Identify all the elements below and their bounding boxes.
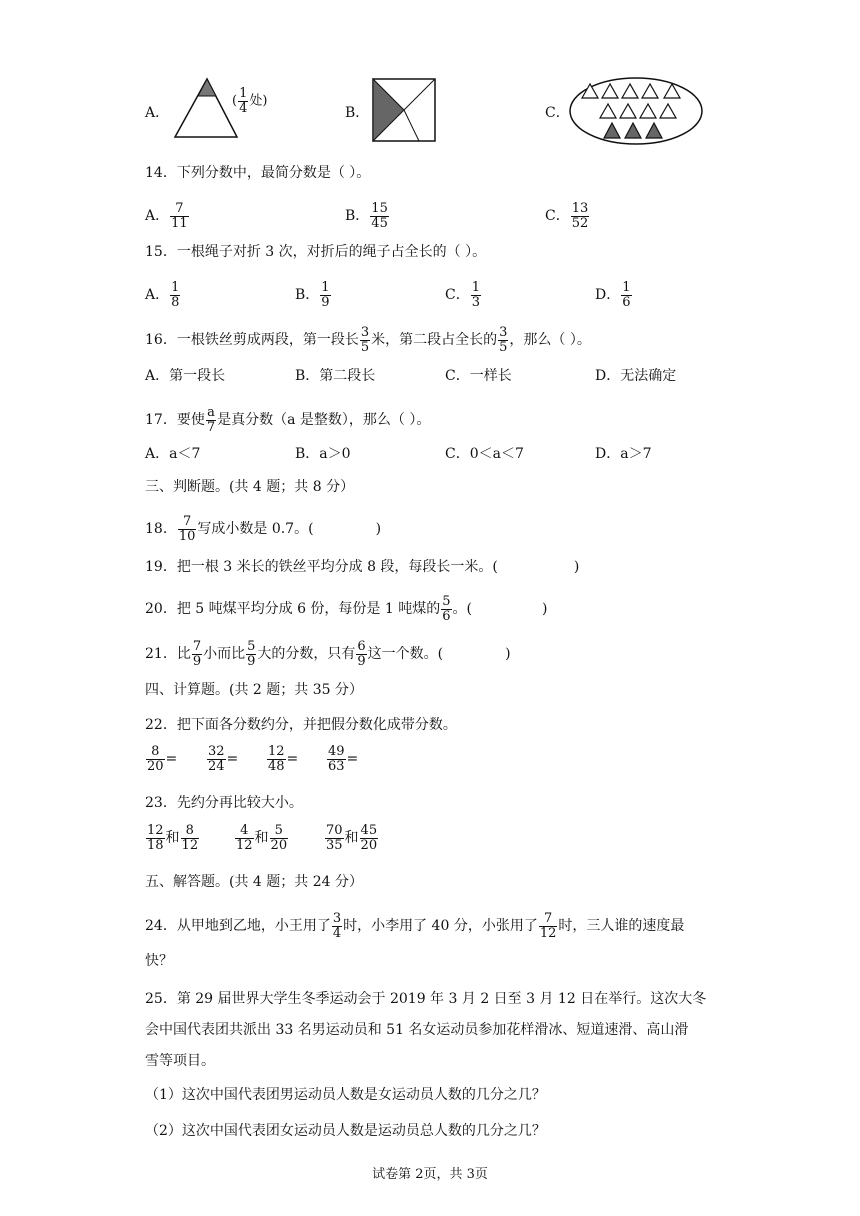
q16-option-c[interactable]: C．一样长 xyxy=(445,368,512,384)
q17-option-b[interactable]: B．a＞0 xyxy=(295,446,351,462)
q13-option-c-letter: C． xyxy=(545,105,570,121)
q25-line-3: 雪等项目。 xyxy=(145,1053,215,1069)
q15-option-c[interactable]: C． $\frac{1}{3}$ xyxy=(445,280,480,310)
q15-option-a[interactable]: A． $\frac{1}{8}$ xyxy=(145,280,180,310)
q15-stem: 15．一根绳子对折 3 次，对折后的绳子占全长的（ ）。 xyxy=(145,244,487,260)
q15-option-d[interactable]: D． $\frac{1}{6}$ xyxy=(595,280,631,310)
q18-line: 18． $\frac{7}{10}$ 写成小数是 0.7。( ) xyxy=(145,514,382,544)
q22-item-2[interactable]: $\frac{32}{24}$ = xyxy=(208,744,239,774)
q22-item-3[interactable]: $\frac{12}{48}$ = xyxy=(268,744,299,774)
q15-option-b[interactable]: B． $\frac{1}{9}$ xyxy=(295,280,330,310)
section-5-heading: 五、解答题。(共 4 题；共 24 分） xyxy=(145,874,363,890)
page-footer: 试卷第 2页，共 3页 xyxy=(372,1167,488,1182)
q13-option-b-letter: B． xyxy=(345,105,370,121)
q22-item-4[interactable]: $\frac{49}{63}$ = xyxy=(328,744,359,774)
q14-option-c[interactable]: C． $\frac{13}{52}$ xyxy=(545,201,589,231)
q24-line-1: 24．从甲地到乙地，小王用了 $\frac{3}{4}$ 时，小李用了 40 分，小张用了 $\frac{7}{12}$ 时，三人谁的速度最 xyxy=(145,911,685,941)
q13-option-a-triangle-figure xyxy=(170,76,240,140)
q16-option-b[interactable]: B．第二段长 xyxy=(295,368,376,384)
q22-item-1[interactable]: $\frac{8}{20}$ = xyxy=(147,744,178,774)
q25-line-1: 25．第 29 届世界大学生冬季运动会于 2019 年 3 月 2 日至 3 月 12 日在举行。这次大冬 xyxy=(145,991,707,1007)
q14-option-b[interactable]: B． $\frac{15}{45}$ xyxy=(345,201,388,231)
q19-line: 19．把一根 3 米长的铁丝平均分成 8 段，每段长一米。( ) xyxy=(145,559,580,575)
q17-option-d[interactable]: D．a＞7 xyxy=(595,446,652,462)
q25-sub-question-2: （2）这次中国代表团女运动员人数是运动员总人数的几分之几？ xyxy=(145,1123,546,1139)
q13-option-a-note: ( $\frac{1}{4}$ 处) xyxy=(232,86,268,116)
q22-stem: 22．把下面各分数约分，并把假分数化成带分数。 xyxy=(145,717,457,733)
q16-option-a[interactable]: A．第一段长 xyxy=(145,368,226,384)
q17-option-c[interactable]: C．0＜a＜7 xyxy=(445,446,524,462)
q16-option-d[interactable]: D．无法确定 xyxy=(595,368,677,384)
q13-option-c-ellipse-figure xyxy=(568,76,704,146)
q24-line-2: 快？ xyxy=(145,953,173,969)
q25-line-2: 会中国代表团共派出 33 名男运动员和 51 名女运动员参加花样滑冰、短道速滑、高山滑 xyxy=(145,1022,689,1038)
q16-stem: 16．一根铁丝剪成两段，第一段长 $\frac{3}{5}$ 米，第二段占全长的 $\frac{3}{5}$ ，那么（ ）。 xyxy=(145,325,591,355)
section-4-heading: 四、计算题。(共 2 题；共 35 分） xyxy=(145,682,363,698)
q17-option-a[interactable]: A．a＜7 xyxy=(145,446,201,462)
q14-option-a[interactable]: A． $\frac{7}{11}$ xyxy=(145,201,188,231)
q23-pair-3[interactable]: $\frac{70}{35}$ 和 $\frac{45}{20}$ xyxy=(326,823,378,853)
q23-stem: 23．先约分再比较大小。 xyxy=(145,795,303,811)
q20-line: 20．把 5 吨煤平均分成 6 份，每份是 1 吨煤的 $\frac{5}{6}$ 。( ) xyxy=(145,594,548,624)
q17-stem: 17．要使 $\frac{a}{7}$ 是真分数（a 是整数），那么（ ）。 xyxy=(145,405,431,435)
q13-option-a-letter: A． xyxy=(145,105,170,121)
q21-line: 21．比 $\frac{7}{9}$ 小而比 $\frac{5}{9}$ 大的分数，只有 $\frac{6}{9}$ 这一个数。( ) xyxy=(145,639,511,669)
q25-sub-question-1: （1）这次中国代表团男运动员人数是女运动员人数的几分之几？ xyxy=(145,1087,546,1103)
q14-stem: 14．下列分数中，最简分数是（ ）。 xyxy=(145,165,371,181)
q23-pair-1[interactable]: $\frac{12}{18}$ 和 $\frac{8}{12}$ xyxy=(147,823,199,853)
q23-pair-2[interactable]: $\frac{4}{12}$ 和 $\frac{5}{20}$ xyxy=(236,823,288,853)
section-3-heading: 三、判断题。(共 4 题；共 8 分） xyxy=(145,479,355,495)
q13-option-b-square-figure xyxy=(372,78,438,144)
